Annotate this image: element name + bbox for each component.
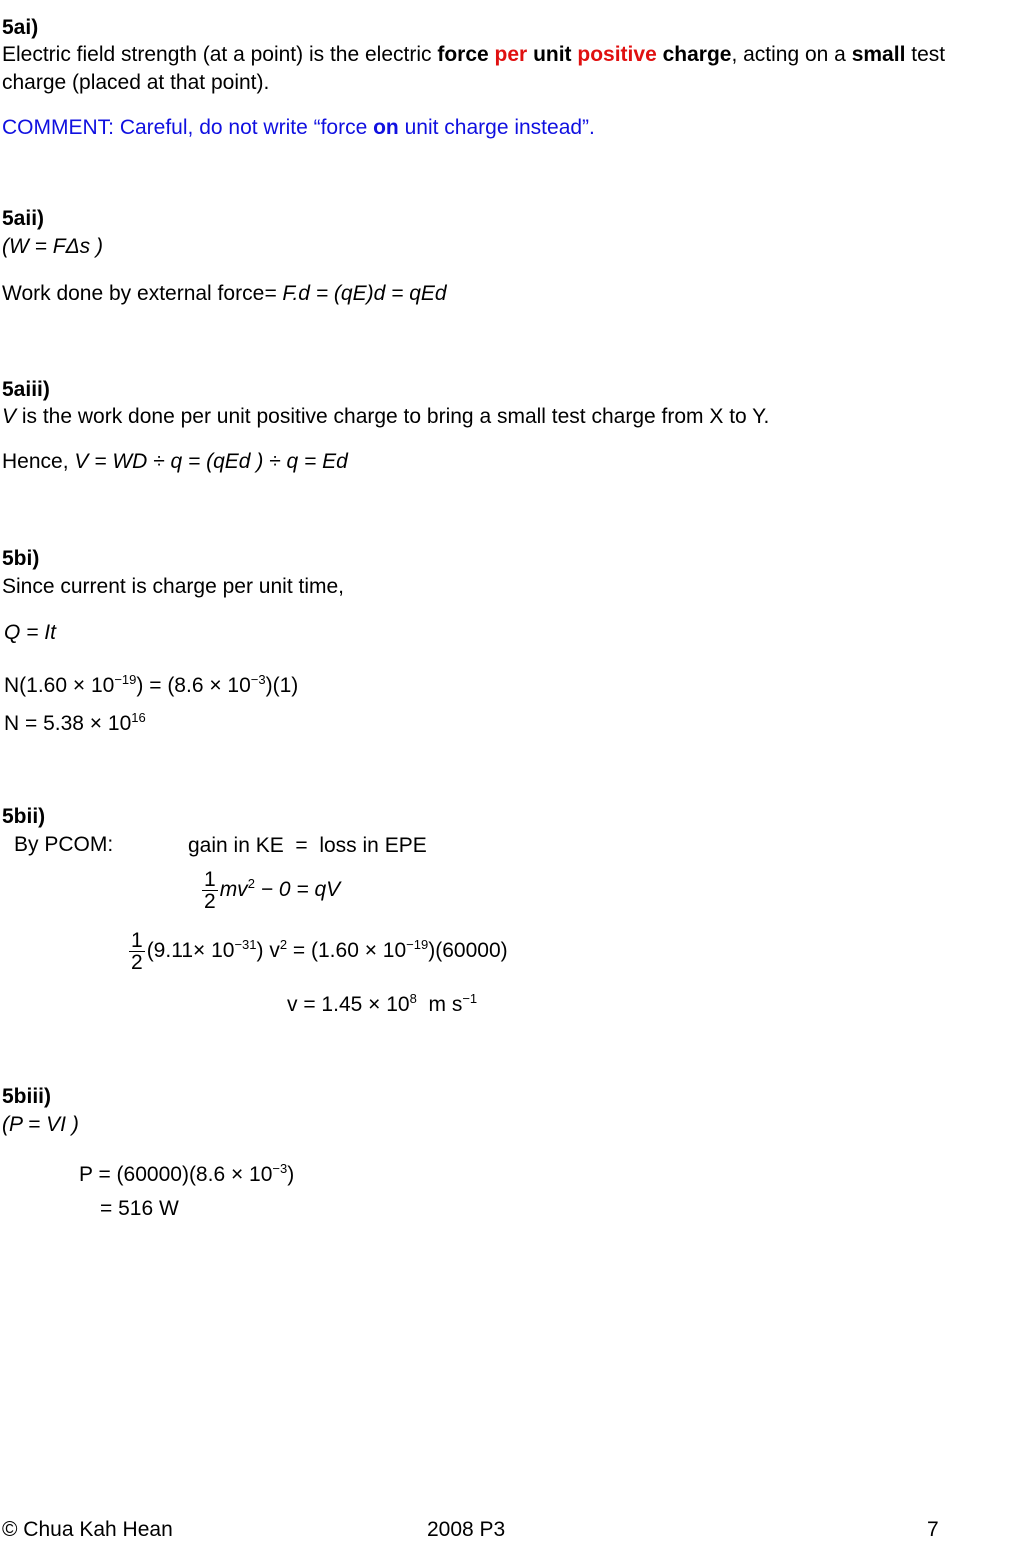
heading-5ai: 5ai) — [2, 16, 39, 39]
energy-statement: gain in KE = loss in EPE — [188, 834, 427, 857]
comment-text: COMMENT: Careful, do not write “force on unit charge instead”. — [2, 116, 595, 139]
formula-work: (W = FΔs ) — [2, 235, 103, 258]
definition-segment: Electric field strength (at a point) is the electric — [2, 43, 438, 66]
definition-line-2: charge (placed at that point). — [2, 71, 270, 94]
equation-n-result: $N = 5.38 \times 10^{16}$ — [4, 710, 146, 735]
definition-segment: per — [494, 43, 528, 66]
hence-line: Hence, V = WD ÷ q = (qEd ) ÷ q = Ed — [2, 450, 348, 473]
definition-segment: positive — [577, 43, 657, 66]
heading-5aiii: 5aiii) — [2, 378, 50, 401]
definition-segment: test — [905, 43, 946, 66]
fraction-half: $\frac{1}{2}$ — [131, 929, 143, 974]
definition-line-1 — [2, 44, 945, 65]
heading-5biii: 5biii) — [2, 1085, 52, 1108]
equation-n-charge: $N(1.60 \times 10^{-19}) = (8.6 \times 10^{-3})(1)$ — [4, 672, 299, 697]
definition-segment: charge — [656, 43, 732, 66]
heading-5bi: 5bi) — [2, 547, 40, 570]
current-statement: Since current is charge per unit time, — [2, 575, 344, 598]
equation-q-it: Q = It — [4, 621, 56, 644]
definition-segment: force — [437, 43, 495, 66]
pcom-label: By PCOM: — [14, 833, 114, 856]
equation-speed-substitution: $\frac{1}{2}$ $(9.11\times 10^{-31})$ $v^2 = (1.60 \times 10^{-19})(60000)$ — [131, 929, 508, 974]
footer-page-number: 7 — [927, 1518, 939, 1541]
formula-power: (P = VI ) — [2, 1113, 79, 1136]
heading-5bii: 5bii) — [2, 805, 46, 828]
equation-speed-result: $v = 1.45 \times 10^8$ m $s^{-1}$ — [287, 991, 478, 1016]
equation-kinetic-energy: $\frac{1}{2}$ $mv^2 - 0$ = qV — [204, 868, 341, 913]
definition-segment: unit — [527, 43, 578, 66]
definition-segment: , acting on a — [731, 43, 852, 66]
potential-definition: V is the work done per unit positive charge to bring a small test charge from X to Y. — [2, 405, 770, 428]
work-done-line: Work done by external force= F.d = (qE)d = qEd — [2, 282, 447, 305]
footer-author: © Chua Kah Hean — [2, 1518, 173, 1541]
equation-power-result: = 516 W — [100, 1197, 179, 1220]
equation-power-substitution: $P = (60000)(8.6 \times 10^{-3})$ — [79, 1161, 295, 1186]
fraction-half: $\frac{1}{2}$ — [204, 868, 216, 913]
heading-5aii: 5aii) — [2, 207, 45, 230]
footer-paper: 2008 P3 — [427, 1518, 506, 1541]
definition-segment: small — [851, 43, 906, 66]
